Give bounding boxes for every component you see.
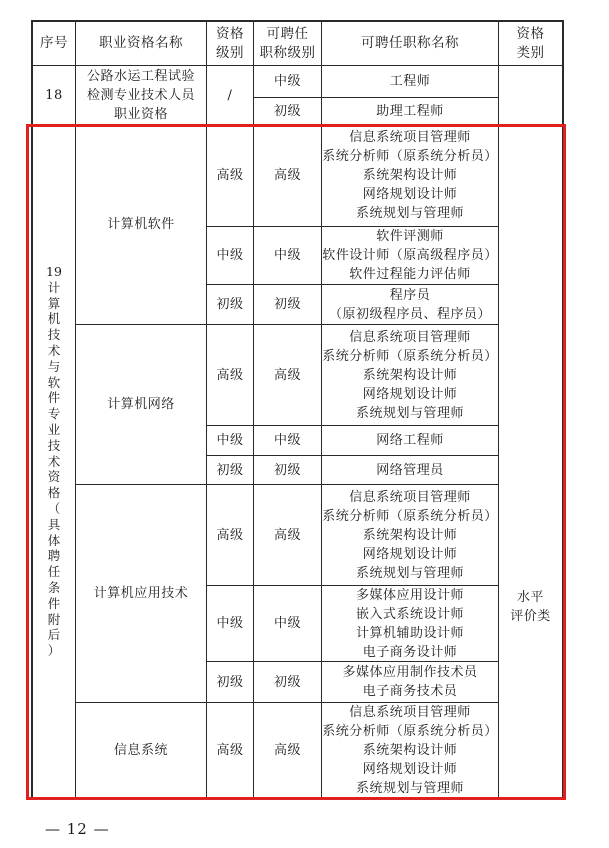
row18-hire-mid: 中级 [273, 74, 301, 89]
network-senior-level: 高级 [216, 367, 244, 383]
network-junior-hire: 初级 [273, 462, 301, 478]
row18-title-mid: 工程师 [389, 74, 431, 89]
software-junior-titles: 程序员 （原初级程序员、程序员） [328, 287, 491, 322]
network-junior-titles: 网络管理员 [376, 462, 444, 478]
infosys-senior-titles: 信息系统项目管理师 系统分析师（原系统分析员） 系统架构设计师 网络规划设计师 系统规划与管理师 [322, 705, 498, 796]
highlight-box [26, 124, 566, 800]
category-network: 计算机网络 [107, 397, 175, 412]
header-hire-title: 可聘任职称名称 [361, 35, 459, 51]
header-hire-level: 可聘任 职称级别 [259, 25, 316, 61]
application-junior-hire: 初级 [273, 674, 301, 690]
network-mid-hire: 中级 [273, 433, 301, 448]
header-seq: 序号 [40, 35, 68, 51]
software-mid-level: 中级 [216, 248, 244, 263]
row18-name: 公路水运工程试验 检测专业技术人员 职业资格 [86, 68, 195, 122]
application-junior-titles: 多媒体应用制作技术员 电子商务技术员 [342, 665, 478, 699]
network-mid-level: 中级 [216, 433, 244, 448]
qualification-type-cell: 水平 评价类 [510, 590, 551, 624]
application-senior-titles: 信息系统项目管理师 系统分析师（原系统分析员） 系统架构设计师 网络规划设计师 系统规划与管理师 [322, 489, 498, 581]
header-qual-type: 资格 类别 [516, 25, 545, 61]
application-mid-level: 中级 [216, 616, 244, 631]
software-senior-level: 高级 [216, 168, 244, 183]
application-mid-titles: 多媒体应用设计师 嵌入式系统设计师 计算机辅助设计师 电子商务设计师 [355, 587, 464, 660]
row19-seq-vertical: 19 计 算 机 技 术 与 软 件 专 业 技 术 资 格 （ 具 体 聘 任 条 件 附 后 ） [46, 264, 62, 659]
network-junior-level: 初级 [216, 462, 244, 478]
category-software: 计算机软件 [107, 217, 175, 232]
software-junior-hire: 初级 [273, 297, 301, 312]
row18-seq: 18 [45, 87, 63, 103]
software-mid-titles: 软件评测师 软件设计师（原高级程序员） 软件过程能力评估师 [322, 229, 498, 282]
application-junior-level: 初级 [216, 674, 244, 690]
row18-hire-junior: 初级 [273, 103, 301, 119]
application-mid-hire: 中级 [273, 616, 301, 631]
row18-title-junior: 助理工程师 [376, 103, 444, 119]
header-qual-name: 职业资格名称 [99, 35, 183, 51]
header-qual-level: 资格 级别 [216, 25, 244, 61]
application-senior-hire: 高级 [273, 527, 301, 543]
category-infosys: 信息系统 [113, 743, 168, 758]
software-senior-hire: 高级 [273, 168, 301, 183]
software-senior-titles: 信息系统项目管理师 系统分析师（原系统分析员） 系统架构设计师 网络规划设计师 系统规划与管理师 [322, 130, 498, 221]
page-number: — 12 — [45, 820, 110, 838]
category-application: 计算机应用技术 [93, 586, 189, 601]
network-senior-titles: 信息系统项目管理师 系统分析师（原系统分析员） 系统架构设计师 网络规划设计师 系统规划与管理师 [322, 329, 498, 421]
row18-level: / [227, 87, 233, 103]
infosys-senior-level: 高级 [216, 743, 244, 758]
software-mid-hire: 中级 [273, 248, 301, 263]
infosys-senior-hire: 高级 [273, 743, 301, 758]
application-senior-level: 高级 [216, 527, 244, 543]
software-junior-level: 初级 [216, 297, 244, 312]
network-mid-titles: 网络工程师 [376, 433, 444, 448]
network-senior-hire: 高级 [273, 367, 301, 383]
